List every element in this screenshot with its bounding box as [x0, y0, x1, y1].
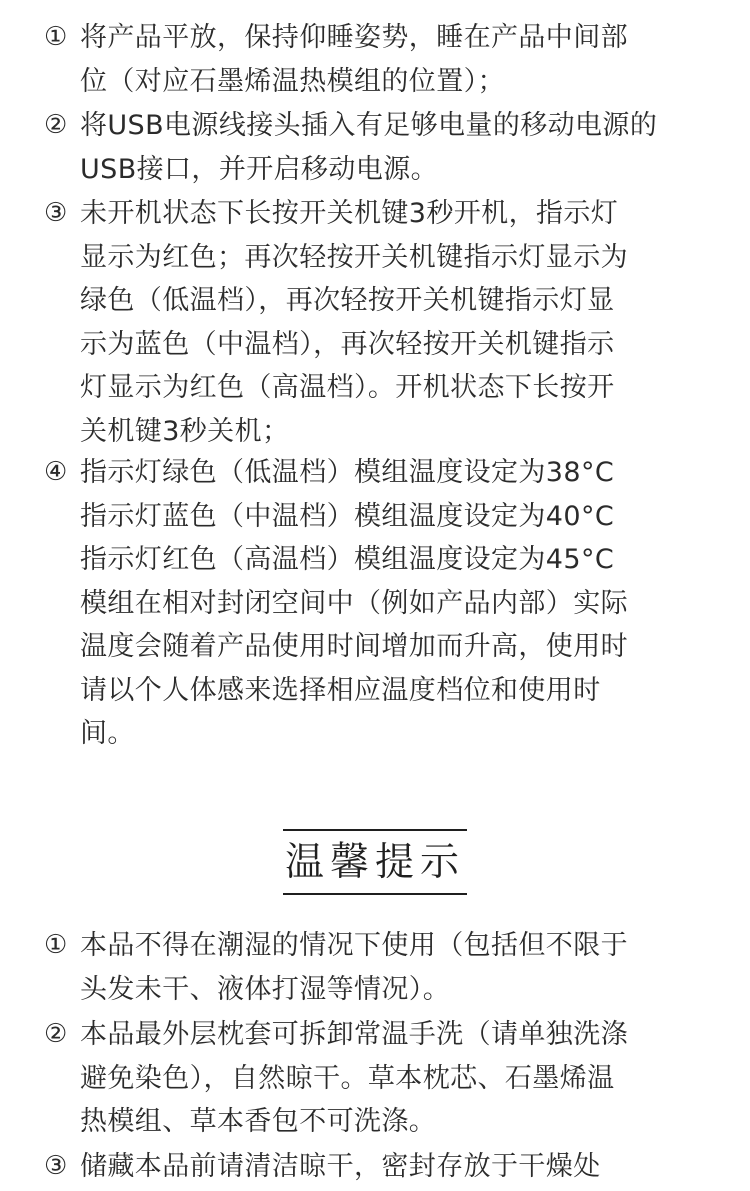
instruction-item-1	[44, 16, 684, 103]
tip-text: 本品最外层枕套可拆卸常温手洗（请单独洗涤 避免染色），自然晾干。草本枕芯、石墨烯温 热模组、草本香包不可洗涤。	[80, 1019, 628, 1137]
tip-item-3	[44, 1145, 684, 1189]
instruction-item-3	[44, 192, 684, 453]
instruction-text: 将产品平放，保持仰睡姿势，睡在产品中间部 位（对应石墨烯温热模组的位置）；	[80, 22, 628, 97]
item-number: ②	[44, 1019, 68, 1049]
item-number: ③	[44, 1151, 68, 1181]
instruction-item-2	[44, 104, 684, 191]
instruction-item-4	[44, 451, 684, 756]
item-number: ①	[44, 22, 68, 52]
instruction-text: 将USB电源线接头插入有足够电量的移动电源的 USB接口，并开启移动电源。	[80, 110, 658, 185]
tip-item-1	[44, 924, 684, 1011]
tip-item-2	[44, 1013, 684, 1144]
tips-heading	[0, 829, 750, 895]
item-number: ②	[44, 110, 68, 140]
tip-text: 储藏本品前请清洁晾干，密封存放于干燥处	[80, 1151, 601, 1182]
instruction-text: 指示灯绿色（低温档）模组温度设定为38°C 指示灯蓝色（中温档）模组温度设定为40°C 指示灯红色（高温档）模组温度设定为45°C 模组在相对封闭空间中（例如产品内部）实际 温度会随着产品使用时间增加而升高，使用时 请以个人体感来选择相应温度档位和使用时 间。	[80, 457, 628, 749]
tips-title: 温馨提示	[283, 829, 467, 895]
tip-text: 本品不得在潮湿的情况下使用（包括但不限于 头发未干、液体打湿等情况）。	[80, 930, 628, 1005]
item-number: ①	[44, 930, 68, 960]
item-number: ④	[44, 457, 68, 487]
instruction-text: 未开机状态下长按开关机键3秒开机，指示灯 显示为红色；再次轻按开关机键指示灯显示为 绿色（低温档），再次轻按开关机键指示灯显 示为蓝色（中温档），再次轻按开关机键指示 灯显示为红色（高温档）。开机状态下长按开 关机键3秒关机；	[80, 198, 628, 447]
item-number: ③	[44, 198, 68, 228]
